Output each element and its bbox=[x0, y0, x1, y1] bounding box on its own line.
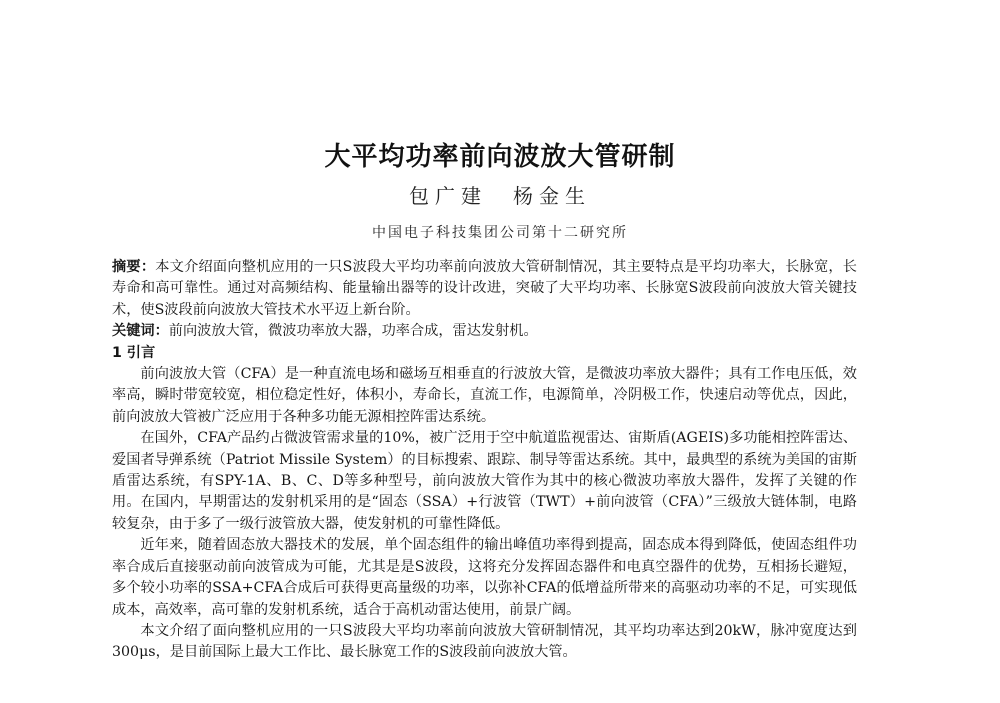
keywords-text: 前向波放大管，微波功率放大器，功率合成，雷达发射机。 bbox=[168, 323, 538, 340]
paper-authors: 包广建 杨金生 bbox=[409, 184, 591, 208]
abstract bbox=[112, 257, 857, 321]
paragraph: 近年来，随着固态放大器技术的发展，单个固态组件的输出峰值功率得到提高，固态成本得到降低，使固态组件功率合成后直接驱动前向波管成为可能，尤其是是S波段，这将充分发挥固态器件和电真空器件的优势，互相扬长避短，多个较小功率的SSA+CFA合成后可获得更高量级的功率，以弥补CFA的低增益所带来的高驱动功率的不足，可实现低成本，高效率，高可靠的发射机系统，适合于高机动雷达使用，前景广阔。 bbox=[112, 537, 857, 618]
keywords-label: 关键词： bbox=[112, 323, 169, 340]
paragraph: 在国外，CFA产品约占微波管需求量的10%，被广泛用于空中航道监视雷达、宙斯盾(AGEIS)多功能相控阵雷达、爱国者导弹系统（Patriot Missile System）的目标搜索、跟踪、制导等雷达系统。其中，最典型的系统为美国的宙斯盾雷达系统，有SPY-1A、B、C、D等多种型号，前向波放大管作为其中的核心微波功率放大器件，发挥了关键的作用。在国内，早期雷达的发射机采用的是“固态（SSA）+行波管（TWT）+前向波管（CFA）”三级放大链体制，电路较复杂，由于多了一级行波管放大器，使发射机的可靠性降低。 bbox=[112, 430, 857, 532]
keywords bbox=[112, 321, 857, 342]
abstract-label: 摘要： bbox=[112, 259, 156, 275]
section-heading: 1 引言 bbox=[112, 344, 156, 361]
paper-affiliation: 中国电子科技集团公司第十二研究所 bbox=[372, 225, 628, 241]
paper-title: 大平均功率前向波放大管研制 bbox=[324, 142, 676, 172]
paragraph: 前向波放大管（CFA）是一种直流电场和磁场互相垂直的行波放大管，是微波功率放大器件；具有工作电压低，效率高，瞬时带宽较宽，相位稳定性好，体积小，寿命长，直流工作，电源简单，冷阴极工作，快速启动等优点，因此，前向波放大管被广泛应用于各种多功能无源相控阵雷达系统。 bbox=[112, 366, 857, 425]
paragraph: 本文介绍了面向整机应用的一只S波段大平均功率前向波放大管研制情况，其平均功率达到20kW，脉冲宽度达到300μs，是目前国际上最大工作比、最长脉宽工作的S波段前向波放大管。 bbox=[112, 622, 857, 661]
abstract-text: 本文介绍面向整机应用的一只S波段大平均功率前向波放大管研制情况，其主要特点是平均功率大，长脉宽，长寿命和高可靠性。通过对高频结构、能量输出器等的设计改进，突破了大平均功率、长脉宽S波段前向波放大管关键技术，使S波段前向波放大管技术水平迈上新台阶。 bbox=[112, 259, 857, 318]
paper-body bbox=[112, 257, 857, 664]
